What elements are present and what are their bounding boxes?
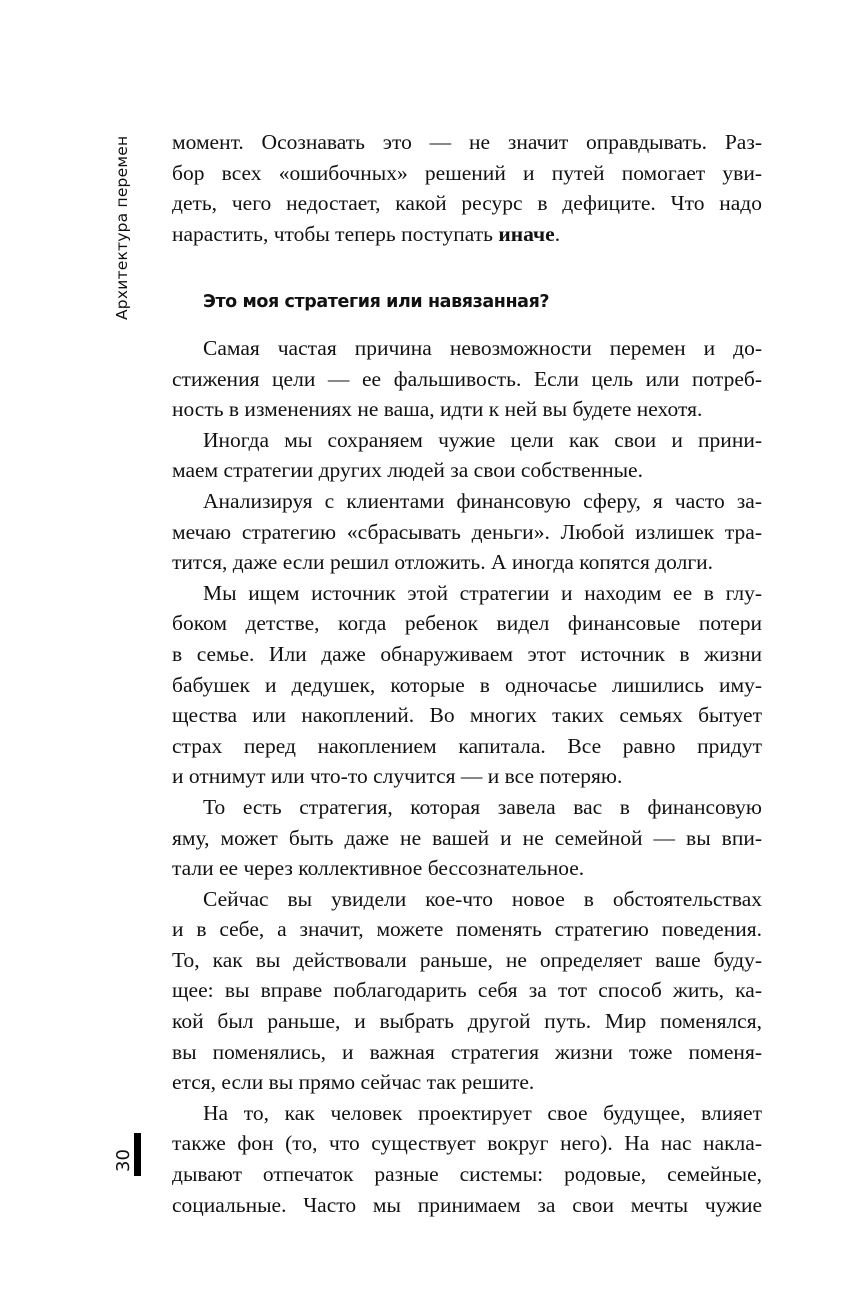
body-text (172, 333, 762, 1220)
text-line: и в себе, а значит, можете поменять стратегию поведения. (172, 917, 762, 942)
paragraph (172, 578, 762, 792)
text-line: тится, даже если решил отложить. А иногда копятся долги. (172, 550, 714, 575)
text-line: То, как вы действовали раньше, не определяет ваше буду- (172, 947, 762, 972)
text-line: тали ее через коллективное бессознательное. (172, 856, 585, 881)
paragraph (172, 333, 762, 425)
text-line: Анализируя с клиентами финансовую сферу, я часто за- (203, 488, 762, 513)
section-heading: Это моя стратегия или навязанная? (203, 292, 550, 312)
text-line: То есть стратегия, которая завела вас в финансовую (203, 794, 762, 819)
text-line: вы поменялись, и важная стратегия жизни тоже поменя- (172, 1039, 762, 1064)
page-number: 30 (113, 1149, 134, 1172)
text-line: бор всех «ошибочных» решений и путей помогает уви- (172, 160, 762, 185)
text-line: стижения цели — ее фальшивость. Если цель или потреб- (172, 366, 762, 391)
running-header: Архитектура перемен (113, 135, 131, 320)
text-line: Мы ищем источник этой стратегии и находим ее в глу- (203, 580, 762, 605)
paragraph (172, 425, 762, 486)
text-line: деть, чего недостает, какой ресурс в дефиците. Что надо (172, 191, 762, 216)
text-line: и отнимут или что-то случится — и все потеряю. (172, 764, 623, 789)
bold-emphasis: иначе (498, 221, 555, 246)
text-line: маем стратегии других людей за свои собственные. (172, 458, 643, 483)
text-line: также фон (то, что существует вокруг него). На нас накла- (172, 1131, 762, 1156)
text-line: На то, как человек проектирует свое будущее, влияет (203, 1100, 762, 1125)
text-span: нарастить, чтобы теперь поступать (172, 221, 499, 246)
text-line: страх перед накоплением капитала. Все равно придут (172, 733, 762, 758)
text-line: момент. Осознавать это — не значит оправдывать. Раз- (172, 130, 762, 154)
paragraph (172, 1098, 762, 1220)
text-line: в семье. Или даже обнаруживаем этот источник в жизни (172, 641, 762, 666)
text-line: яму, может быть даже не вашей и не семейной — вы впи- (172, 825, 762, 850)
text-line: Иногда мы сохраняем чужие цели как свои и прини- (203, 427, 762, 452)
text-line: дывают отпечаток разные системы: родовые, семейные, (172, 1162, 762, 1187)
paragraph (172, 792, 762, 884)
text-line (172, 219, 762, 250)
text-line: щества или накоплений. Во многих таких семьях бытует (172, 703, 762, 728)
text-line: ется, если вы прямо сейчас так решите. (172, 1070, 535, 1095)
page-number-bar (134, 1133, 141, 1176)
text-line: боком детстве, когда ребенок видел финансовые потери (172, 611, 762, 636)
text-line: бабушек и дедушек, которые в одночасье лишились иму- (172, 672, 762, 697)
text-span: . (554, 221, 561, 246)
text-line: социальные. Часто мы принимаем за свои мечты чужие (172, 1192, 762, 1217)
text-line: Самая частая причина невозможности перемен и до- (203, 336, 762, 360)
text-line: Сейчас вы увидели кое-что новое в обстоятельствах (203, 886, 762, 911)
text-line: ность в изменениях не ваша, идти к ней вы будете нехотя. (172, 397, 703, 422)
text-line: щее: вы вправе поблагодарить себя за тот способ жить, ка- (172, 978, 762, 1003)
paragraph (172, 884, 762, 1098)
paragraph (172, 486, 762, 578)
intro-paragraph (172, 127, 762, 249)
text-line: мечаю стратегию «сбрасывать деньги». Любой излишек тра- (172, 519, 762, 544)
text-line: кой был раньше, и выбрать другой путь. Мир поменялся, (172, 1009, 762, 1034)
